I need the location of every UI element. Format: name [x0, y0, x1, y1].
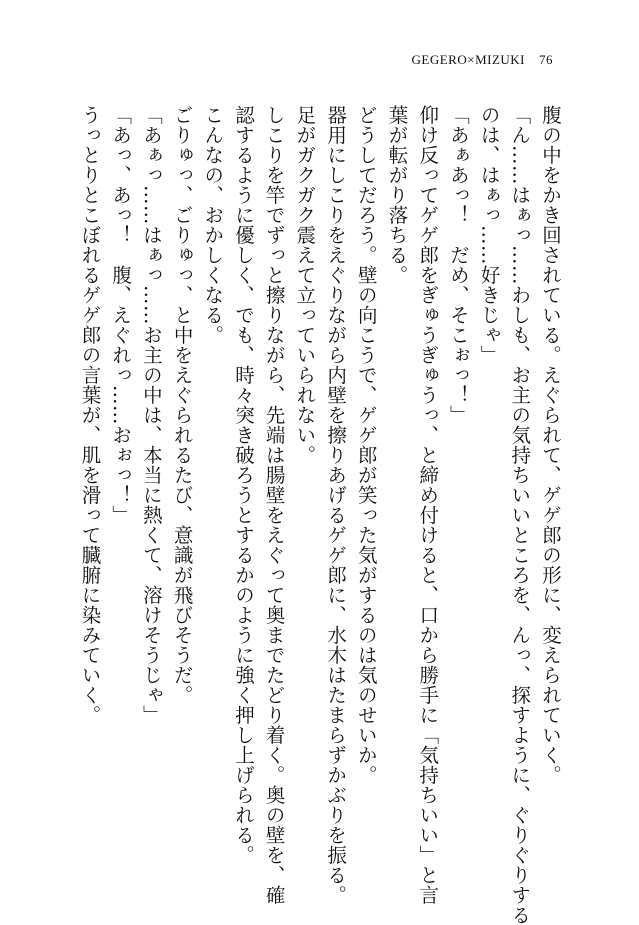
text-line: こんなの、おかしくなる。: [201, 105, 225, 345]
text-line: しこりを竿でずっと擦りながら、先端は腸壁をえぐって奥までたどり着く。奥の壁を、確: [262, 105, 286, 905]
text-line: 器用にしこりをえぐりながら内壁を擦りあげるゲゲ郎に、水木はたまらずかぶりを振る。: [324, 105, 348, 905]
text-line: 腹の中をかき回されている。えぐられて、ゲゲ郎の形に、変えられていく。: [539, 105, 562, 785]
text-line: ごりゅっ、ごりゅっ、と中をえぐられるたび、意識が飛びそうだ。: [170, 105, 194, 705]
text-line: 「あぁあっ！ だめ、そこぉっ！」: [446, 105, 470, 425]
text-line: 「あぁっ……はぁっ……お主の中は、本当に熱くて、溶けそうじゃ」: [139, 105, 163, 725]
text-line: 仰け反ってゲゲ郎をぎゅうぎゅうっ、と締め付けると、口から勝手に「気持ちいい」と言: [416, 105, 440, 905]
text-line: 認するように優しく、でも、時々突き破ろうとするかのように強く押し上げられる。: [231, 105, 255, 865]
text-line: うっとりとこぼれるゲゲ郎の言葉が、肌を滑って臓腑に染みていく。: [78, 105, 102, 725]
text-line: 足がガクガク震えて立っていられない。: [293, 105, 317, 465]
text-line: どうしてだろう。壁の向こうで、ゲゲ郎が笑った気がするのは気のせいか。: [354, 105, 378, 785]
header-title: GEGERO×MIZUKI: [411, 52, 525, 67]
text-line: のは、はぁっ……好きじゃ」: [477, 105, 501, 365]
page-number: 76: [539, 52, 553, 67]
text-line: 葉が転がり落ちる。: [385, 105, 409, 285]
text-line: 「あっ、あっ！ 腹、えぐれっ……おぉっ！」: [109, 105, 133, 525]
text-line: 「ん……はぁっ……わしも、お主の気持ちいいところを、んっ、探すように、ぐりぐりする: [508, 105, 532, 925]
running-header: [412, 52, 553, 68]
body-text: [78, 105, 565, 925]
